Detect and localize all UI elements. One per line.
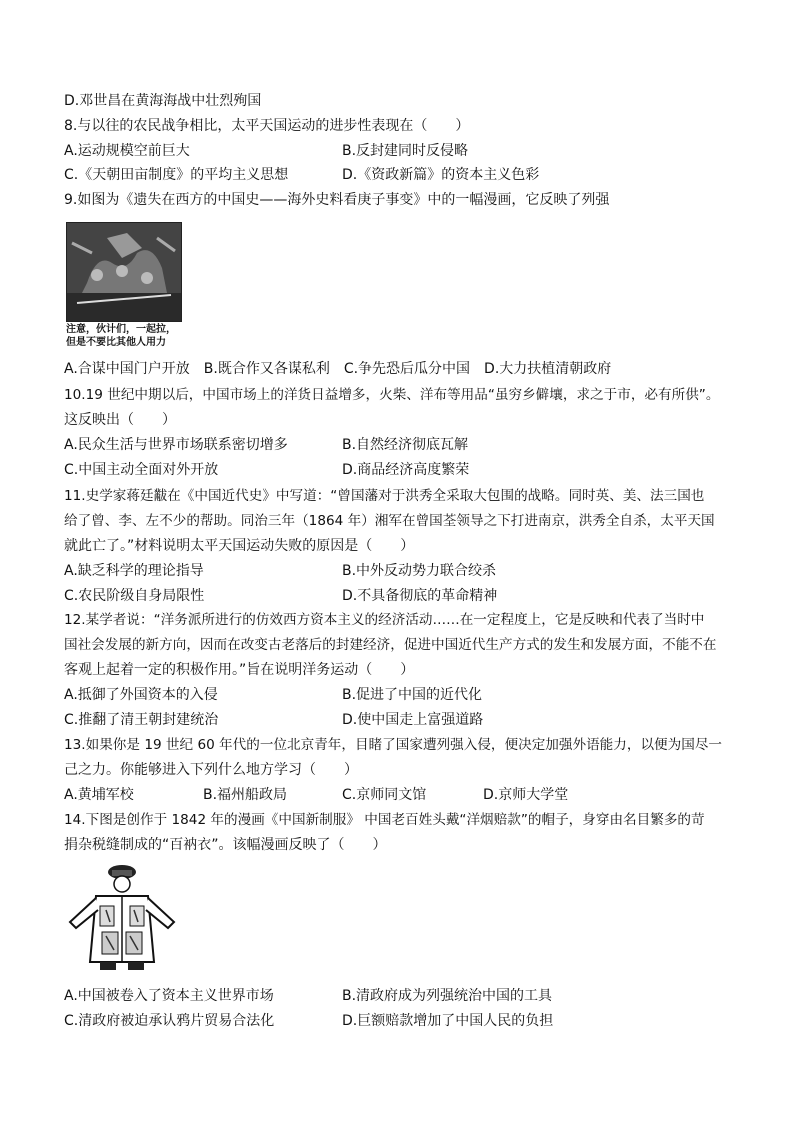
q12-stem-line-2: 国社会发展的新方向，因而在改变古老落后的封建经济，促进中国近代生产方式的发生和发展方面，不能不在 <box>64 637 717 653</box>
q10-option-d: D.商品经济高度繁荣 <box>342 462 470 478</box>
q11-stem-line-2: 给了曾、李、左不少的帮助。同治三年（1864 年）湘军在曾国荃领导之下打进南京，洪秀全自杀，太平天国 <box>64 513 715 529</box>
q14-option-a: A.中国被卷入了资本主义世界市场 <box>64 988 274 1004</box>
caption-line-2: 但是不要比其他人用力 <box>66 337 166 348</box>
q10-option-b: B.自然经济彻底瓦解 <box>342 437 469 453</box>
q10-option-a: A.民众生活与世界市场联系密切增多 <box>64 437 288 453</box>
q14-option-c: C.清政府被迫承认鸦片贸易合法化 <box>64 1013 275 1029</box>
q12-option-a: A.抵御了外国资本的入侵 <box>64 687 218 703</box>
cartoon-tug-of-war-icon <box>67 223 181 321</box>
q8-option-a: A.运动规模空前巨大 <box>64 143 190 159</box>
q8-stem: 8.与以往的农民战争相比，太平天国运动的进步性表现在（ ） <box>64 118 470 134</box>
q8-option-d: D.《资政新篇》的资本主义色彩 <box>342 167 540 183</box>
q8-option-b: B.反封建同时反侵略 <box>342 143 469 159</box>
q13-option-b: B.福州船政局 <box>203 787 288 803</box>
q13-stem-line-2: 己之力。你能够进入下列什么地方学习（ ） <box>64 762 358 778</box>
q14-stem-line-1: 14.下图是创作于 1842 年的漫画《中国新制服》 中国老百姓头戴“洋烟赔款”的帽子，身穿由名目繁多的苛 <box>64 812 705 828</box>
q14-option-d: D.巨额赔款增加了中国人民的负担 <box>342 1013 554 1029</box>
q10-stem-line-2: 这反映出（ ） <box>64 412 176 428</box>
q12-option-d: D.使中国走上富强道路 <box>342 712 484 728</box>
q13-option-c: C.京师同文馆 <box>342 787 427 803</box>
q13-option-d: D.京师大学堂 <box>483 787 569 803</box>
patchwork-robe-figure-icon <box>66 862 178 974</box>
q14-stem-line-2: 捐杂税缝制成的“百衲衣”。该幅漫画反映了（ ） <box>64 837 387 853</box>
q8-option-c: C.《天朝田亩制度》的平均主义思想 <box>64 167 289 183</box>
q9-cartoon-image <box>66 222 182 322</box>
q10-option-c: C.中国主动全面对外开放 <box>64 462 219 478</box>
q11-option-a: A.缺乏科学的理论指导 <box>64 563 204 579</box>
q11-option-b: B.中外反动势力联合绞杀 <box>342 563 497 579</box>
caption-line-1: 注意，伙计们，一起拉， <box>66 324 176 335</box>
q11-stem-line-1: 11.史学家蒋廷黻在《中国近代史》中写道：“曾国藩对于洪秀全采取大包围的战略。同时英、美、法三国也 <box>64 488 705 504</box>
q7-option-d: D.邓世昌在黄海海战中壮烈殉国 <box>64 93 262 109</box>
q12-option-c: C.推翻了清王朝封建统治 <box>64 712 219 728</box>
q12-option-b: B.促进了中国的近代化 <box>342 687 483 703</box>
q14-option-b: B.清政府成为列强统治中国的工具 <box>342 988 553 1004</box>
q11-option-c: C.农民阶级自身局限性 <box>64 588 205 604</box>
q13-option-a: A.黄埔军校 <box>64 787 134 803</box>
q12-stem-line-3: 客观上起着一定的积极作用。”旨在说明洋务运动（ ） <box>64 662 415 678</box>
q13-stem-line-1: 13.如果你是 19 世纪 60 年代的一位北京青年，目睹了国家遭列强入侵，便决定加强外语能力，以便为国尽一 <box>64 737 723 753</box>
q10-stem-line-1: 10.19 世纪中期以后，中国市场上的洋货日益增多，火柴、洋布等用品“虽穷乡僻壤，求之于市，必有所供”。 <box>64 387 720 403</box>
q9-options: A.合谋中国门户开放 B.既合作又各谋私利 C.争先恐后瓜分中国 D.大力扶植清朝政府 <box>64 361 612 377</box>
q14-cartoon-image <box>66 862 178 974</box>
q11-stem-line-3: 就此亡了。”材料说明太平天国运动失败的原因是（ ） <box>64 538 415 554</box>
q9-cartoon-caption <box>66 323 176 349</box>
q9-stem: 9.如图为《遗失在西方的中国史——海外史料看庚子事变》中的一幅漫画，它反映了列强 <box>64 192 610 208</box>
q12-stem-line-1: 12.某学者说：“洋务派所进行的仿效西方资本主义的经济活动……在一定程度上，它是反映和代表了当时中 <box>64 612 705 628</box>
q11-option-d: D.不具备彻底的革命精神 <box>342 588 498 604</box>
